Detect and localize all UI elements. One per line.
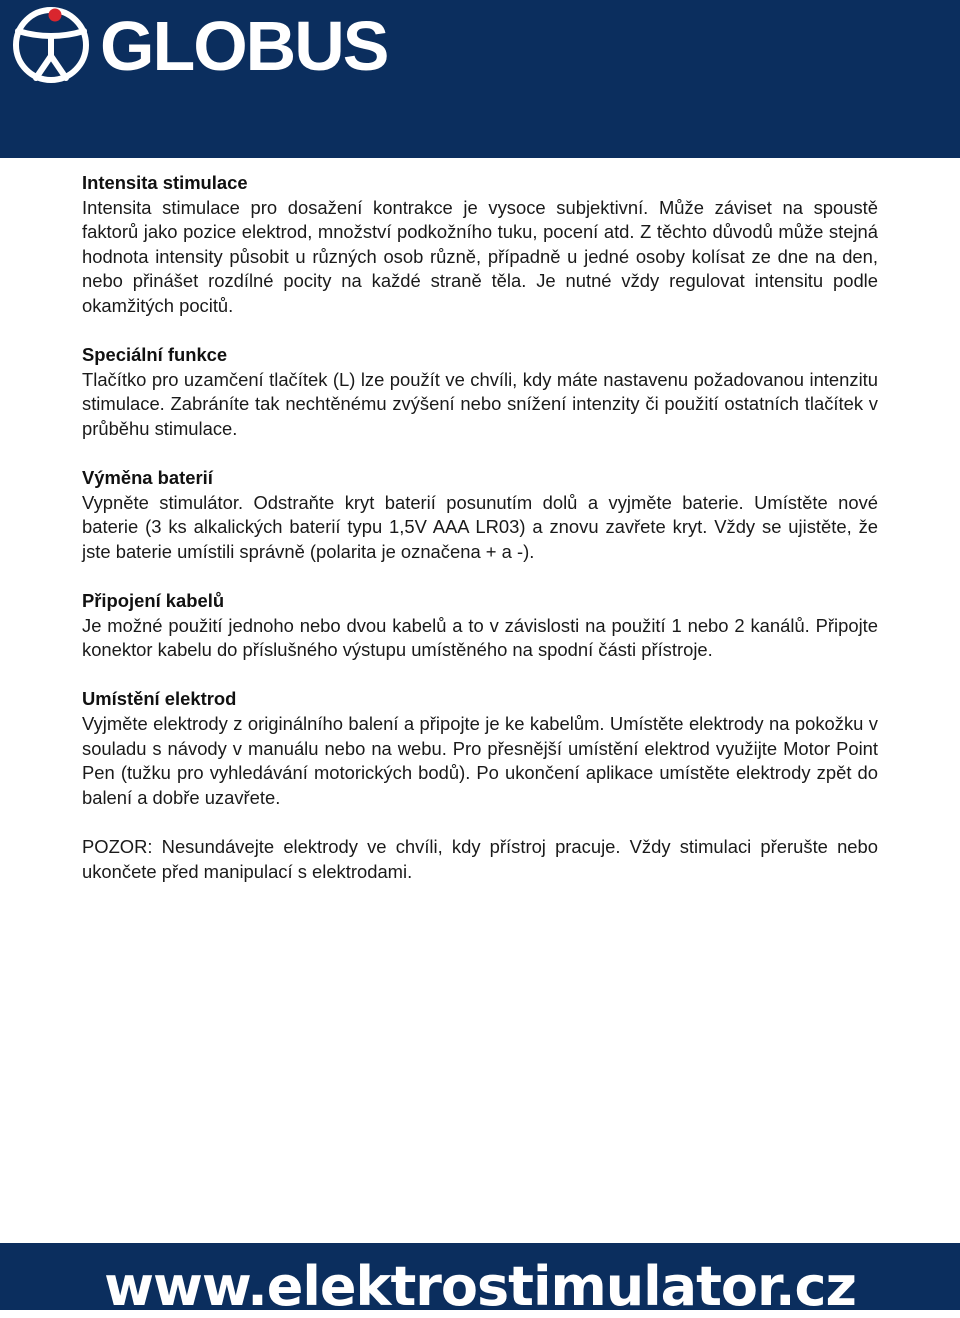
warning-paragraph: POZOR: Nesundávejte elektrody ve chvíli, kdy přístroj pracuje. Vždy stimulaci přerušte nebo ukončete před manipulací s elektrodami.: [82, 836, 878, 882]
section-heading: Výměna baterií: [82, 467, 213, 489]
section-paragraph: Vypněte stimulátor. Odstraňte kryt baterií posunutím dolů a vyjměte baterie. Umístěte nové baterie (3 ks alkalických baterií typu 1,5V AAA LR03) a znovu zavřete kryt. Vždy se ujistěte, že jste baterie umístili správně (polarita je označena + a -).: [82, 491, 878, 562]
section-paragraph: Vyjměte elektrody z originálního balení a připojte je ke kabelům. Umístěte elektrody na pokožku v souladu s návody v manuálu nebo na webu. Pro přesnější umístění elektrod využijte Motor Point Pen (tužku pro vyhledávání motorických bodů). Po ukončení aplikace umístěte elektrody zpět do balení a dobře uzavřete.: [82, 713, 878, 808]
section-paragraph: Intensita stimulace pro dosažení kontrakce je vysoce subjektivní. Může záviset na spoustě faktorů jako pozice elektrod, množství podkožního tuku, pocení atd. Z těchto důvodů může stejná hodnota intensity působit u různých osob různě, případně u jedné osoby kolísat ze dne na den, nebo přinášet rozdílné pocity na každé straně těla. Je nutné vždy regulovat intensitu podle okamžitých pocitů.: [82, 196, 878, 316]
section-heading: Intensita stimulace: [82, 172, 248, 193]
section-heading: Připojení kabelů: [82, 590, 225, 612]
section-paragraph: Tlačítko pro uzamčení tlačítek (L) lze použít ve chvíli, kdy máte nastavenu požadovanou intenzitu stimulace. Zabráníte tak nechtěnému zvýšení nebo snížení intenzity či použití ostatních tlačítek v průběhu stimulace.: [82, 368, 878, 439]
section-pripojeni-kabelu: [82, 589, 878, 663]
footer-banner: [0, 1243, 960, 1318]
document-body: [82, 171, 878, 909]
footer-website-url: www.elektrostimulator.cz: [104, 1255, 856, 1318]
section-specialni-funkce: [82, 343, 878, 441]
section-umisteni-elektrod: [82, 687, 878, 810]
section-heading: Umístění elektrod: [82, 688, 237, 710]
globus-logo-text: GLOBUS: [100, 7, 388, 85]
section-intensita-stimulace: [82, 171, 878, 319]
section-paragraph: Je možné použití jednoho nebo dvou kabelů a to v závislosti na použití 1 nebo 2 kanálů. Připojte konektor kabelu do příslušného výstupu umístěného na spodní části přístroje.: [82, 614, 878, 661]
section-pozor-warning: [82, 835, 878, 884]
header-banner: [0, 0, 960, 158]
section-vymena-baterii: [82, 466, 878, 564]
globus-logo-icon: [10, 4, 92, 86]
section-heading: Speciální funkce: [82, 344, 228, 366]
